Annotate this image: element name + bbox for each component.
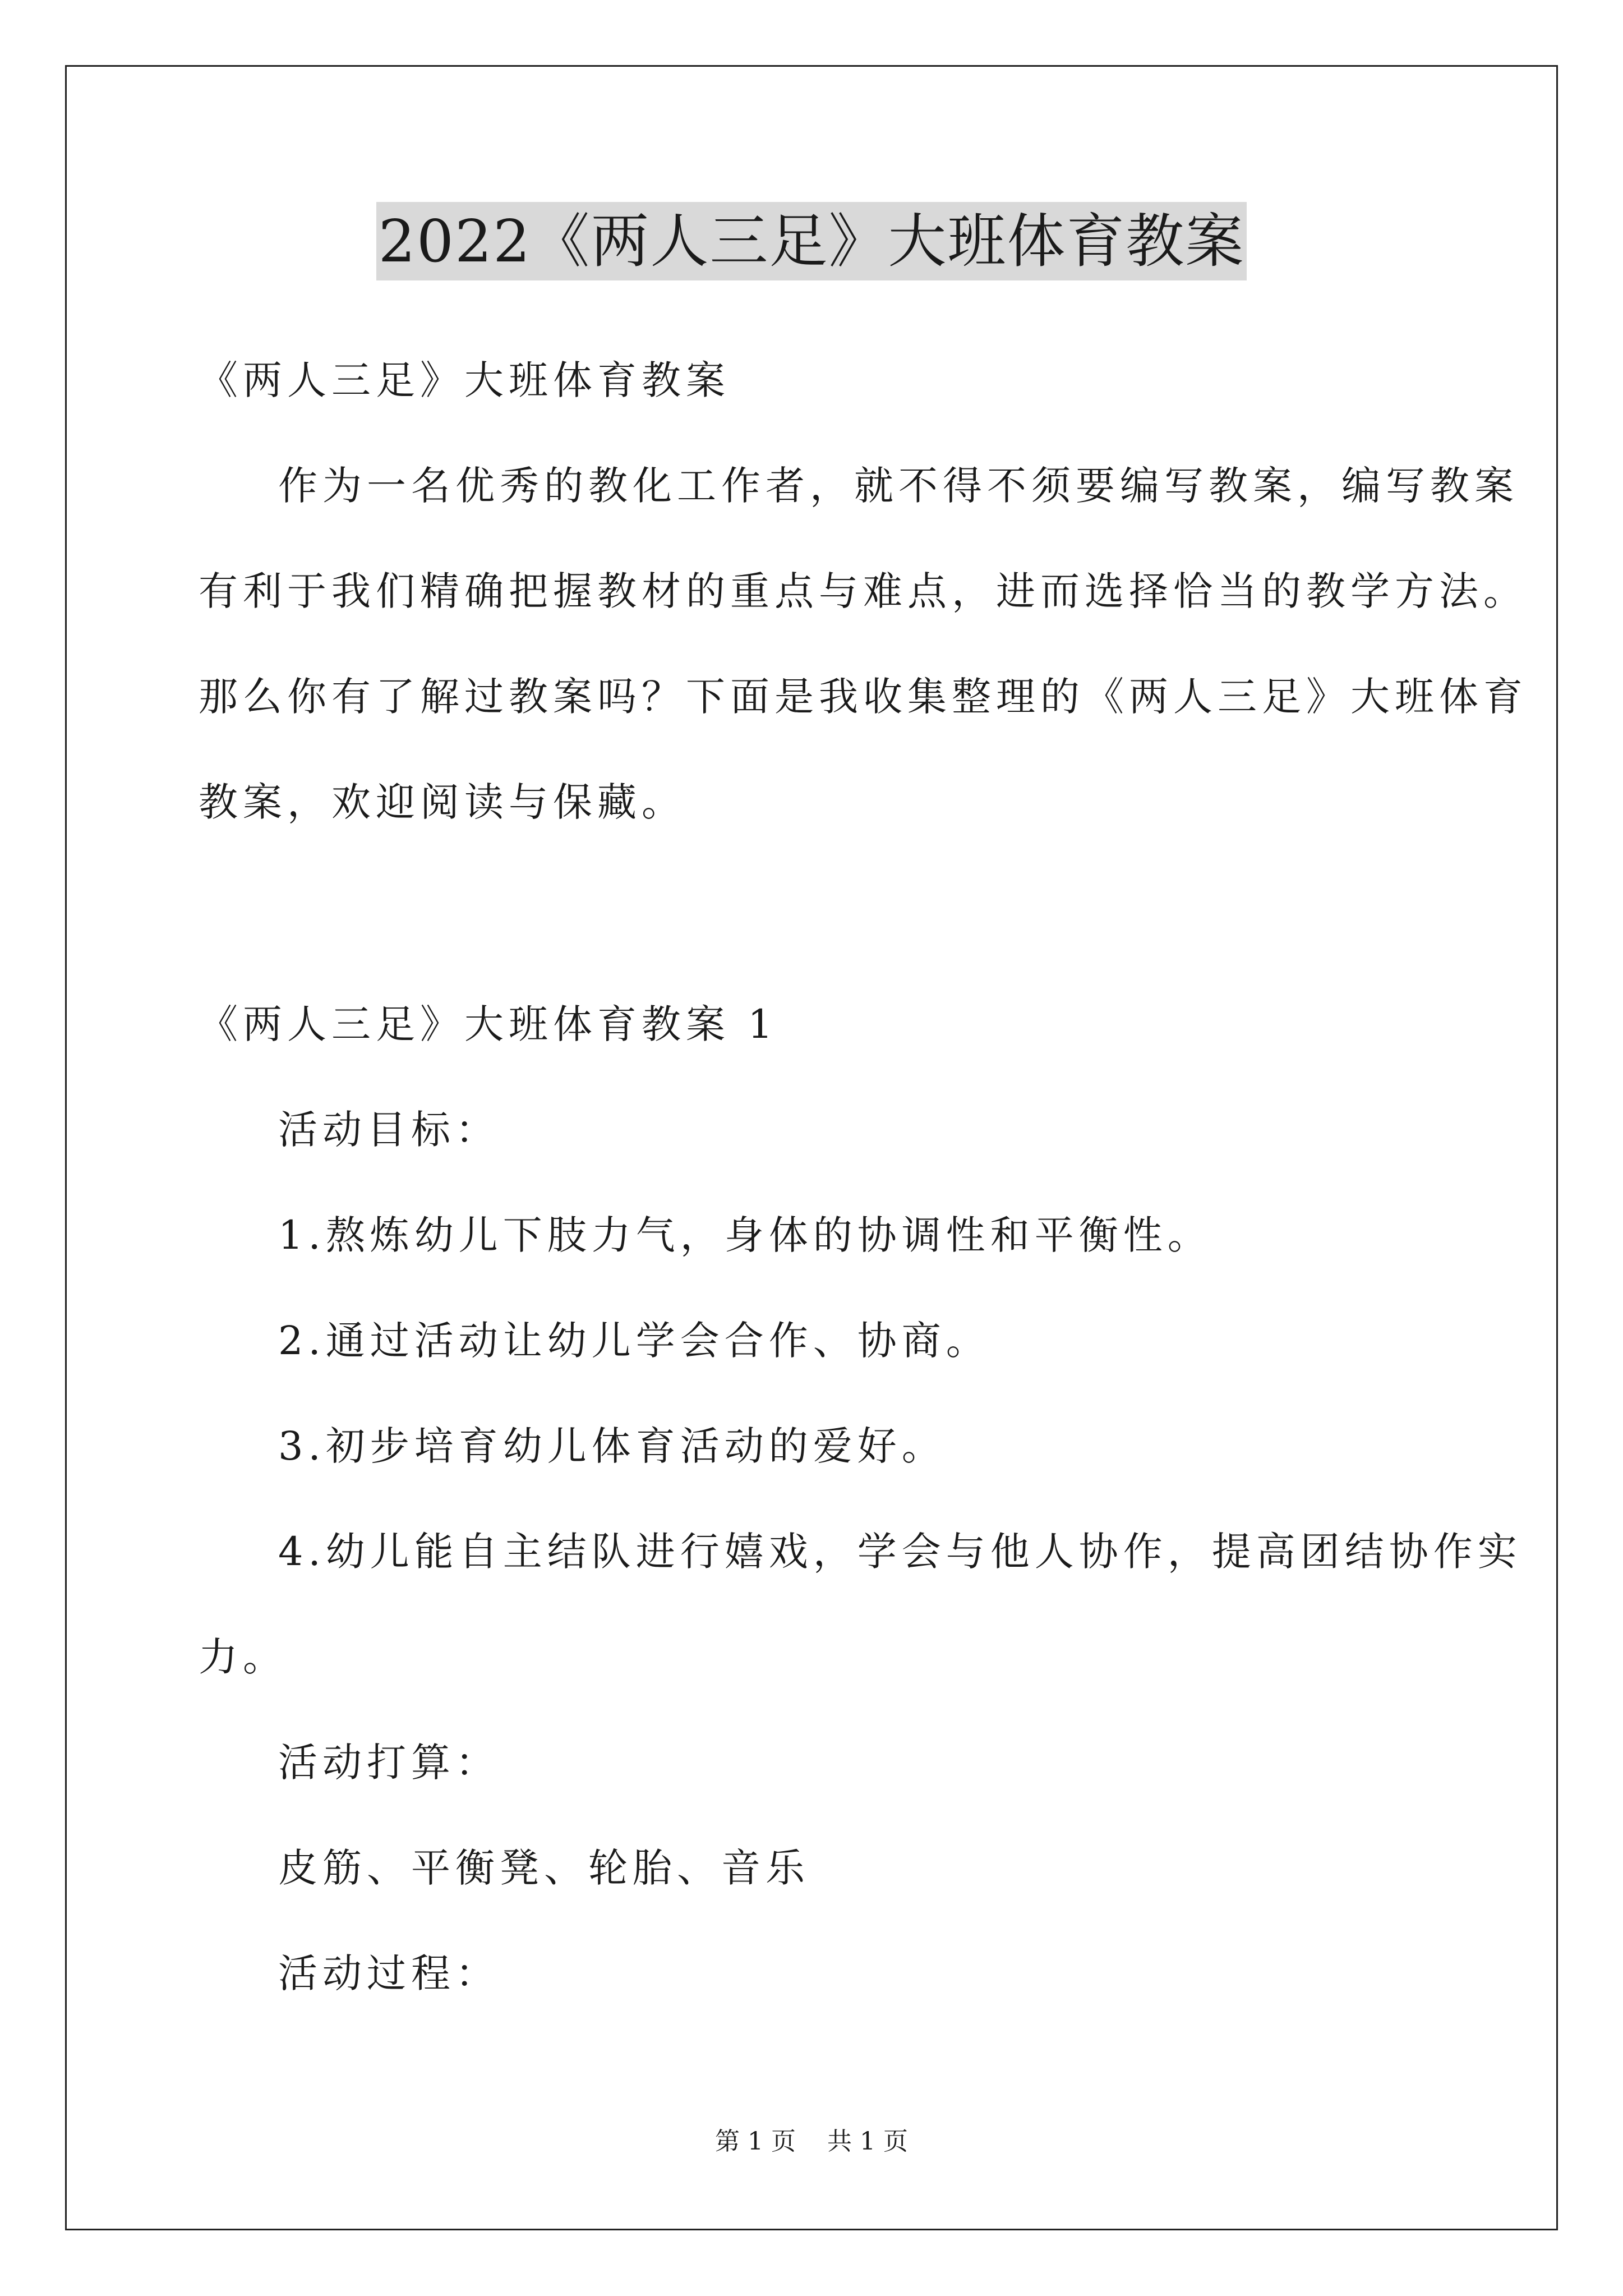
goal-item-4-line-1: 4.幼儿能自主结队进行嬉戏，学会与他人协作，提高团结协作实: [278, 1529, 1522, 1575]
prep-label: 活动打算：: [278, 1740, 500, 1786]
page-footer: [0, 2125, 1623, 2159]
title-container: [0, 202, 1623, 280]
goal-item-1: 1.熬炼幼儿下肢力气，身体的协调性和平衡性。: [278, 1212, 1212, 1258]
document-title: 2022《两人三足》大班体育教案: [376, 202, 1247, 280]
intro-line-4: 教案，欢迎阅读与保藏。: [199, 779, 686, 825]
section-heading: 《两人三足》大班体育教案 1: [199, 1001, 778, 1047]
intro-line-2: 有利于我们精确把握教材的重点与难点，进而选择恰当的教学方法。: [199, 568, 1528, 614]
goal-item-2: 2.通过活动让幼儿学会合作、协商。: [278, 1318, 990, 1364]
materials-list: 皮筋、平衡凳、轮胎、音乐: [278, 1845, 810, 1891]
process-label: 活动过程：: [278, 1950, 500, 1996]
page-current: 第 1 页: [715, 2127, 796, 2156]
goal-item-3: 3.初步培育幼儿体育活动的爱好。: [278, 1423, 946, 1469]
intro-line-1: 作为一名优秀的教化工作者，就不得不须要编写教案，编写教案: [278, 463, 1519, 509]
goals-label: 活动目标：: [278, 1107, 500, 1153]
intro-line-3: 那么你有了解过教案吗？下面是我收集整理的《两人三足》大班体育: [199, 674, 1528, 720]
page-total: 共 1 页: [827, 2127, 908, 2156]
document-subtitle: 《两人三足》大班体育教案: [199, 357, 730, 403]
goal-item-4-line-2: 力。: [199, 1634, 287, 1680]
